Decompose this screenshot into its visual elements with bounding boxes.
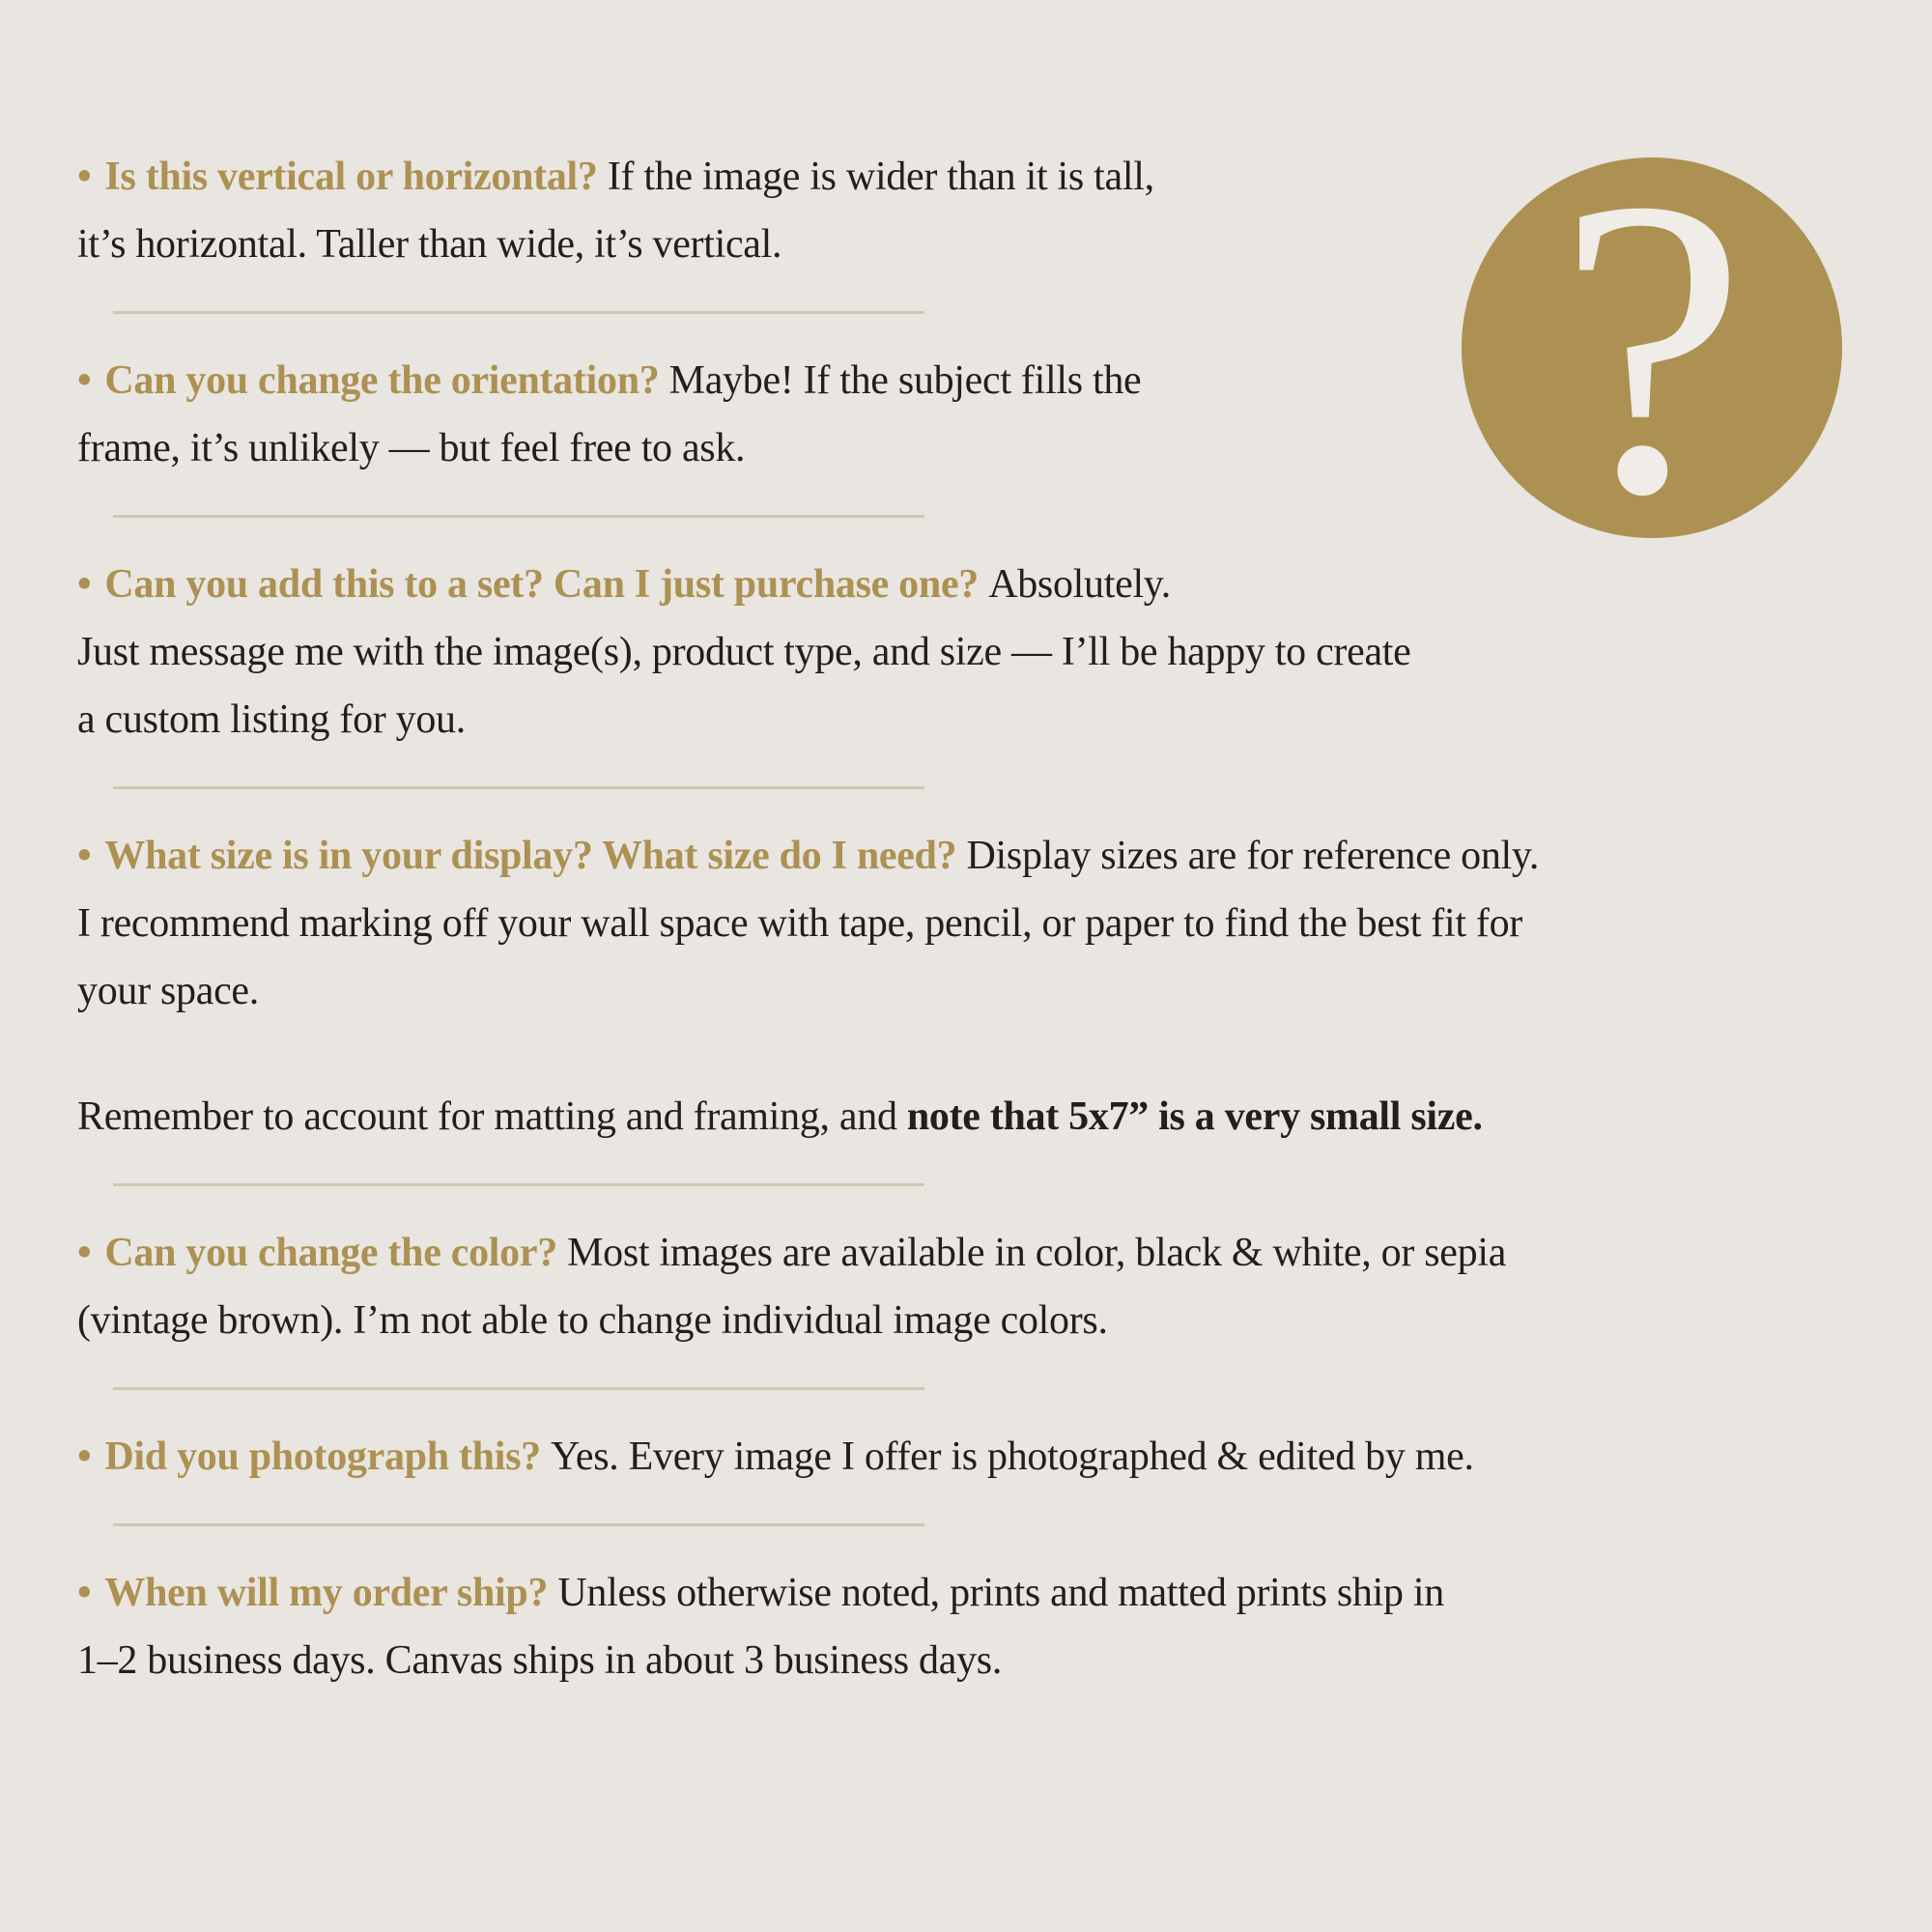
section-divider <box>113 1387 924 1390</box>
question-text: When will my order ship? <box>104 1571 558 1615</box>
faq-item <box>77 1559 1874 1694</box>
question-mark-icon: ? <box>1557 112 1747 582</box>
question-text: Can you add this to a set? Can I just purchase one? <box>104 562 989 607</box>
answer-text: Just message me with the image(s), product type, and size — I’ll be happy to create <box>77 630 1411 674</box>
bullet-icon: • <box>77 562 92 607</box>
section-divider <box>113 311 924 314</box>
answer-text: Absolutely. <box>988 562 1171 607</box>
faq-paragraph <box>77 1423 1874 1491</box>
question-text: Did you photograph this? <box>104 1435 552 1479</box>
faq-item <box>77 1423 1874 1526</box>
section-divider <box>113 515 924 518</box>
faq-paragraph <box>77 1083 1874 1151</box>
question-text: Can you change the color? <box>104 1231 568 1275</box>
bullet-icon: • <box>77 1231 92 1275</box>
section-divider <box>113 1523 924 1526</box>
bullet-icon: • <box>77 1571 92 1615</box>
bullet-icon: • <box>77 155 92 199</box>
answer-text: (vintage brown). I’m not able to change individual image colors. <box>77 1298 1108 1343</box>
bullet-icon: • <box>77 1435 92 1479</box>
faq-item <box>77 551 1874 789</box>
answer-text: Maybe! If the subject fills the <box>668 358 1142 403</box>
faq-paragraph <box>77 822 1874 1025</box>
question-text: Is this vertical or horizontal? <box>104 155 608 199</box>
answer-bold-text: note that 5x7” is a very small size. <box>906 1094 1483 1139</box>
section-divider <box>113 1183 924 1186</box>
answer-text: your space. <box>77 969 259 1013</box>
faq-item <box>77 1219 1874 1390</box>
answer-text: If the image is wider than it is tall, <box>607 155 1154 199</box>
faq-paragraph <box>77 1559 1874 1694</box>
answer-text: Most images are available in color, black & white, or sepia <box>567 1231 1507 1275</box>
faq-paragraph <box>77 1219 1874 1354</box>
answer-text: it’s horizontal. Taller than wide, it’s vertical. <box>77 222 782 267</box>
answer-text: Display sizes are for reference only. <box>966 834 1540 878</box>
answer-text: frame, it’s unlikely — but feel free to ask. <box>77 426 746 470</box>
answer-text: Yes. Every image I offer is photographed & edited by me. <box>551 1435 1474 1479</box>
answer-text: Unless otherwise noted, prints and matted prints ship in <box>557 1571 1444 1615</box>
question-text: What size is in your display? What size do I need? <box>104 834 967 878</box>
answer-text: a custom listing for you. <box>77 697 466 742</box>
question-text: Can you change the orientation? <box>104 358 669 403</box>
section-divider <box>113 786 924 789</box>
faq-item <box>77 822 1874 1186</box>
bullet-icon: • <box>77 834 92 878</box>
answer-text: I recommend marking off your wall space with tape, pencil, or paper to find the best fit for <box>77 901 1522 946</box>
question-mark-badge <box>1462 112 1842 582</box>
answer-text: Remember to account for matting and framing, and <box>77 1094 907 1139</box>
bullet-icon: • <box>77 358 92 403</box>
answer-text: 1–2 business days. Canvas ships in about 3 business days. <box>77 1638 1003 1683</box>
